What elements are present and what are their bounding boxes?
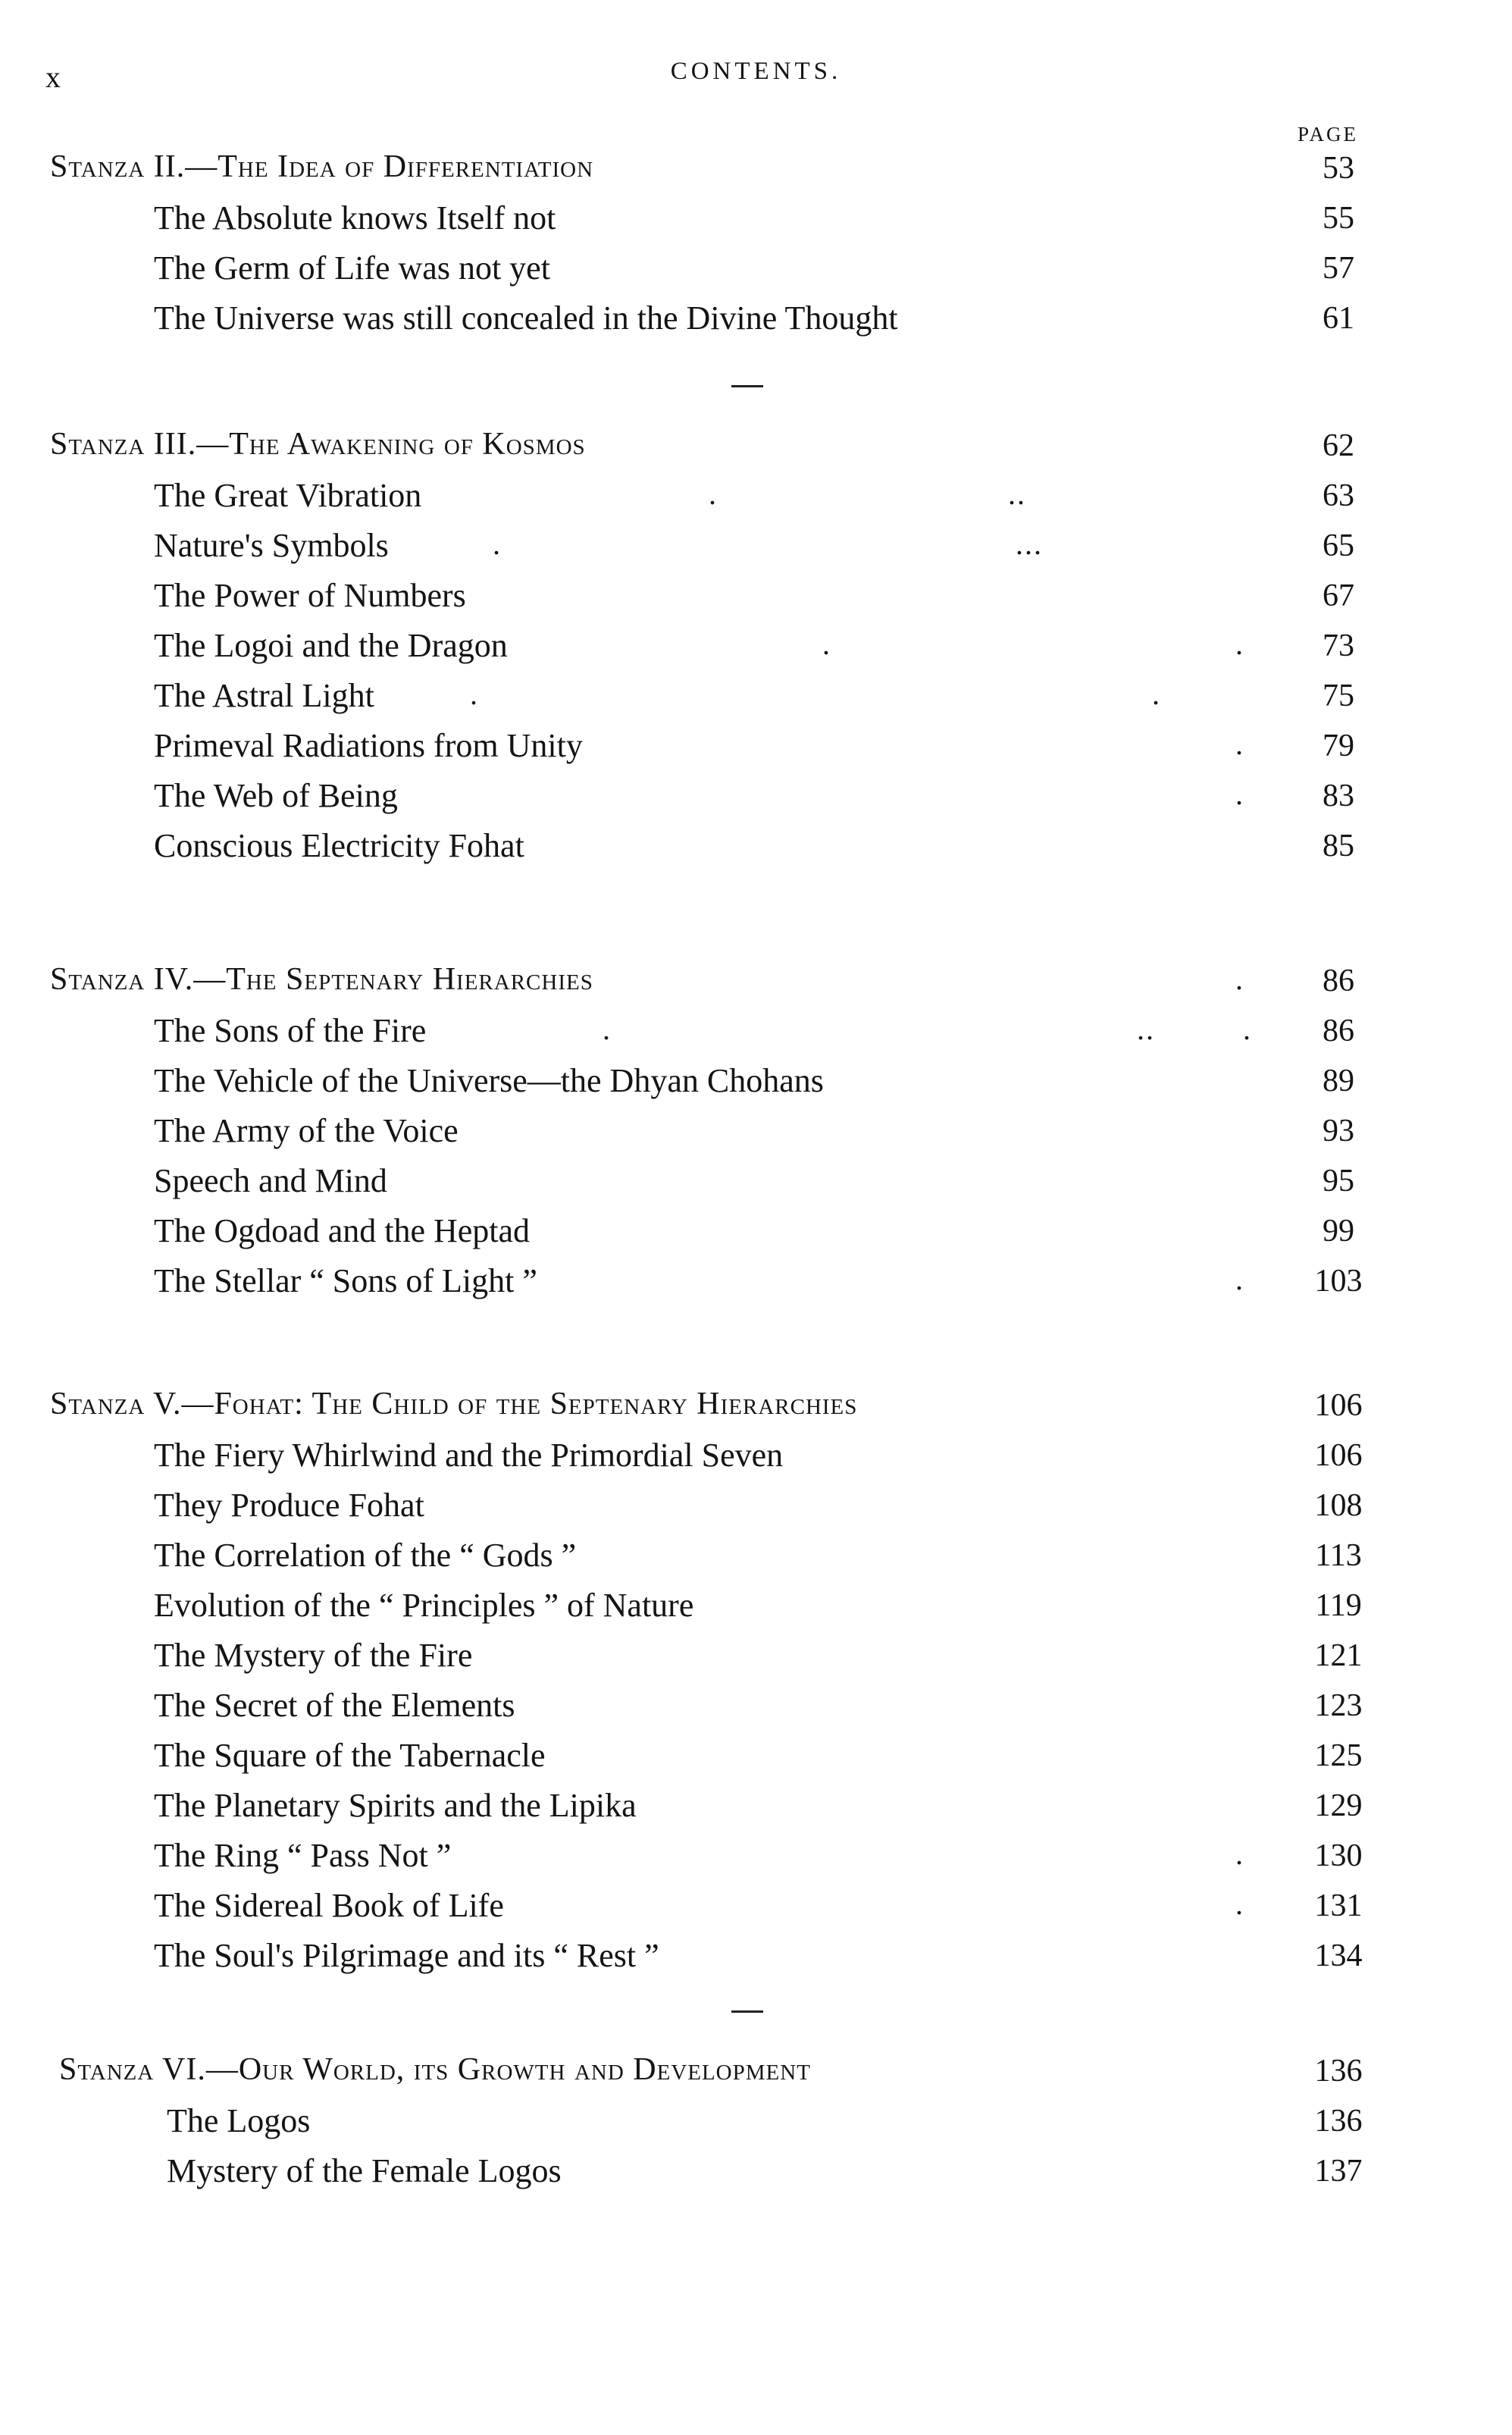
toc-entry — [0, 822, 1512, 872]
page-number: 86 — [1323, 964, 1354, 998]
page-number: 61 — [1323, 301, 1354, 336]
entry-title: The Ring “ Pass Not ” — [154, 1837, 452, 1874]
entry-title: The Ogdoad and the Heptad — [154, 1212, 531, 1249]
section-divider — [731, 385, 763, 387]
page-number: 75 — [1323, 678, 1354, 713]
toc-entry — [0, 294, 1512, 344]
entry-title: The Great Vibration — [154, 477, 422, 514]
page-number: 83 — [1323, 779, 1354, 813]
toc-entry — [0, 1157, 1512, 1207]
page-number: 67 — [1323, 578, 1354, 613]
entry-title: The Universe was still concealed in the Divine Thought — [154, 299, 898, 337]
entry-title: Speech and Mind — [154, 1162, 387, 1199]
dot-leader: . — [1235, 627, 1244, 661]
entry-title: The Fiery Whirlwind and the Primordial Seven — [154, 1437, 784, 1474]
section-heading-row — [0, 422, 1512, 472]
entry-title: Mystery of the Female Logos — [167, 2152, 562, 2189]
section-heading: Stanza VI.—Our World, its Growth and Development — [59, 2052, 811, 2087]
dot-leader: . — [1152, 677, 1161, 711]
toc-entry — [0, 1782, 1512, 1832]
dot-leader: ... — [1016, 527, 1043, 561]
toc-entry — [0, 1207, 1512, 1257]
dot-leader: . — [1235, 727, 1244, 761]
running-title: CONTENTS. — [670, 58, 842, 85]
page-number: 95 — [1323, 1164, 1354, 1199]
dot-leader: . — [1235, 777, 1244, 811]
page-number: 131 — [1314, 1888, 1363, 1923]
toc-entry — [0, 1431, 1512, 1481]
folio-numeral: x — [45, 60, 61, 94]
page-number: 108 — [1314, 1488, 1363, 1523]
entry-title: The Soul's Pilgrimage and its “ Rest ” — [154, 1937, 659, 1974]
page-number: 86 — [1323, 1014, 1354, 1048]
toc-entry — [0, 1007, 1512, 1057]
entry-title: The Sons of the Fire — [154, 1012, 427, 1049]
page-number: 106 — [1314, 1438, 1363, 1473]
toc-entry — [0, 722, 1512, 772]
page-column-label: PAGE — [1298, 123, 1359, 146]
toc-entry — [0, 1057, 1512, 1107]
section-heading-row — [0, 957, 1512, 1007]
section-divider — [731, 2010, 763, 2013]
entry-title: The Web of Being — [154, 777, 398, 814]
section-heading-row — [0, 2047, 1512, 2097]
page-number: 89 — [1323, 1064, 1354, 1098]
entry-title: The Logoi and the Dragon — [154, 627, 508, 664]
section-heading: Stanza III.—The Awakening of Kosmos — [50, 427, 586, 462]
page-number: 121 — [1314, 1638, 1363, 1673]
section-heading: Stanza V.—Fohat: The Child of the Septenary Hierarchies — [50, 1387, 858, 1421]
entry-title: The Secret of the Elements — [154, 1687, 515, 1724]
page-number: 123 — [1314, 1688, 1363, 1723]
page-number: 137 — [1314, 2154, 1363, 2189]
toc-entry — [0, 1257, 1512, 1307]
dot-leader: .. — [1008, 477, 1026, 511]
toc-entry — [0, 1531, 1512, 1581]
dot-leader: . — [470, 677, 479, 711]
page-number: 62 — [1323, 428, 1354, 463]
entry-title: The Absolute knows Itself not — [154, 199, 556, 237]
page-number: 57 — [1323, 251, 1354, 286]
page-number: 79 — [1323, 729, 1354, 763]
toc-entry — [0, 472, 1512, 522]
toc-entry — [0, 1681, 1512, 1731]
toc-entry — [0, 194, 1512, 244]
entry-title: They Produce Fohat — [154, 1487, 424, 1524]
dot-leader: . — [709, 477, 718, 511]
page-number: 119 — [1315, 1588, 1362, 1623]
toc-entry — [0, 522, 1512, 572]
section-heading-row — [0, 1381, 1512, 1431]
page-number: 73 — [1323, 628, 1354, 663]
toc-entry — [0, 1107, 1512, 1157]
page-number: 129 — [1314, 1788, 1363, 1823]
dot-leader: . — [1235, 1837, 1244, 1871]
page-number: 125 — [1314, 1738, 1363, 1773]
toc-entry — [0, 672, 1512, 722]
toc-entry — [0, 1731, 1512, 1782]
page-number: 55 — [1323, 201, 1354, 236]
entry-title: The Vehicle of the Universe—the Dhyan Chohans — [154, 1062, 824, 1099]
page-number: 93 — [1323, 1114, 1354, 1149]
toc-entry — [0, 622, 1512, 672]
page-number: 113 — [1315, 1538, 1362, 1573]
toc-entry — [0, 1581, 1512, 1631]
entry-title: The Power of Numbers — [154, 577, 466, 614]
dot-leader: . — [822, 627, 831, 661]
dot-leader: . — [603, 1012, 612, 1046]
page-number: 63 — [1323, 478, 1354, 513]
entry-title: The Astral Light — [154, 677, 374, 714]
entry-title: The Stellar “ Sons of Light ” — [154, 1262, 537, 1299]
page-number: 106 — [1314, 1388, 1363, 1423]
toc-entry — [0, 244, 1512, 294]
dot-leader: . — [1243, 1012, 1252, 1046]
page-number: 85 — [1323, 829, 1354, 863]
dot-leader: . — [493, 527, 502, 561]
entry-title: Nature's Symbols — [154, 527, 389, 564]
section-heading: Stanza IV.—The Septenary Hierarchies — [50, 962, 593, 997]
toc-entry — [0, 572, 1512, 622]
dot-leader: . — [1235, 1887, 1244, 1921]
section-heading: Stanza II.—The Idea of Differentiation — [50, 149, 594, 184]
entry-title: The Correlation of the “ Gods ” — [154, 1537, 577, 1574]
dot-leader: .. — [1137, 1012, 1155, 1046]
entry-title: Conscious Electricity Fohat — [154, 827, 524, 864]
toc-entry — [0, 2147, 1512, 2197]
page-number: 136 — [1314, 2104, 1363, 2139]
section-stanza-6 — [0, 2047, 1512, 2197]
page-number: 65 — [1323, 528, 1354, 563]
section-heading-row — [0, 144, 1512, 194]
toc-entry — [0, 1631, 1512, 1681]
entry-title: The Logos — [167, 2102, 311, 2139]
section-stanza-4 — [0, 957, 1512, 1307]
entry-title: The Planetary Spirits and the Lipika — [154, 1787, 637, 1824]
page-number: 103 — [1314, 1264, 1363, 1299]
entry-title: The Germ of Life was not yet — [154, 249, 550, 287]
section-stanza-3 — [0, 422, 1512, 872]
toc-entry — [0, 2097, 1512, 2147]
page-number: 99 — [1323, 1214, 1354, 1249]
toc-entry — [0, 772, 1512, 822]
toc-entry — [0, 1832, 1512, 1882]
toc-entry — [0, 1932, 1512, 1982]
dot-leader: . — [1235, 1262, 1244, 1296]
page-number: 134 — [1314, 1938, 1363, 1973]
page-number: 136 — [1314, 2054, 1363, 2089]
entry-title: The Mystery of the Fire — [154, 1637, 473, 1674]
toc-entry — [0, 1882, 1512, 1932]
page-number: 130 — [1314, 1838, 1363, 1873]
section-stanza-2 — [0, 144, 1512, 344]
entry-title: Evolution of the “ Principles ” of Nature — [154, 1587, 694, 1624]
entry-title: Primeval Radiations from Unity — [154, 727, 583, 764]
toc-entry — [0, 1481, 1512, 1531]
entry-title: The Army of the Voice — [154, 1112, 459, 1149]
page-number: 53 — [1323, 151, 1354, 186]
entry-title: The Square of the Tabernacle — [154, 1737, 546, 1774]
section-stanza-5 — [0, 1381, 1512, 1982]
entry-title: The Sidereal Book of Life — [154, 1887, 504, 1924]
dot-leader: . — [1235, 962, 1244, 996]
